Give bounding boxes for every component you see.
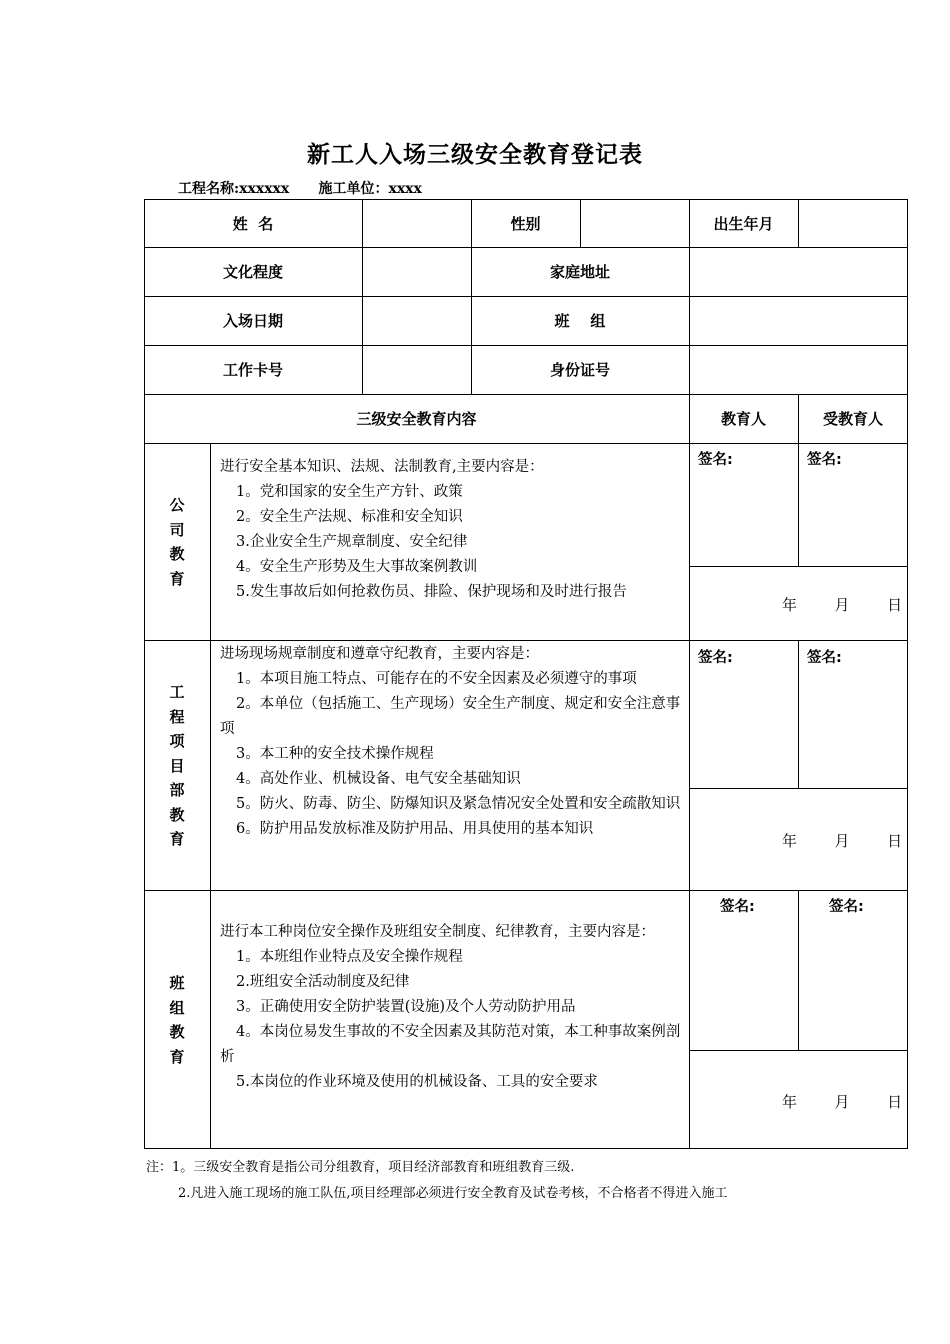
content-title: 三级安全教育内容 <box>356 410 477 428</box>
educator-signature-2[interactable]: 签名: <box>698 650 733 666</box>
content-line: 2.班组安全活动制度及纪律 <box>236 974 410 990</box>
birth-value[interactable] <box>798 199 908 247</box>
educator-label: 教育人 <box>720 410 766 428</box>
team-education-label: 班 组 教 育 <box>169 974 185 1066</box>
content-line: 1。党和国家的安全生产方针、政策 <box>236 484 463 500</box>
content-line: 进行本工种岗位安全操作及班组安全制度、纪律教育，主要内容是： <box>220 924 655 940</box>
sign-date-3[interactable]: 年 月 日 <box>782 1093 903 1111</box>
team-value[interactable] <box>689 296 908 345</box>
card-no-label: 工作卡号 <box>222 361 283 379</box>
sign-date-1[interactable]: 年 月 日 <box>782 596 903 614</box>
content-line: 4。高处作业、机械设备、电气安全基础知识 <box>236 771 521 787</box>
sign-date-2[interactable]: 年 月 日 <box>782 832 903 850</box>
note-1: 注：1。三级安全教育是指公司分组教育，项目经济部教育和班组教育三级. <box>146 1160 575 1175</box>
team-education-content <box>220 920 682 1095</box>
project-education-content <box>220 642 682 842</box>
team-label: 班 组 <box>554 312 606 330</box>
content-line: 进场现场规章制度和遵章守纪教育，主要内容是： <box>220 646 539 662</box>
educator-signature-1[interactable]: 签名: <box>698 452 733 468</box>
education-value[interactable] <box>362 247 471 296</box>
address-value[interactable] <box>689 247 908 296</box>
education-label: 文化程度 <box>222 263 283 281</box>
name-value[interactable] <box>362 199 471 247</box>
content-line: 5.发生事故后如何抢救伤员、排险、保护现场和及时进行报告 <box>236 584 627 600</box>
content-line: 2。本单位（包括施工、生产现场）安全生产制度、规定和安全注意事项 <box>220 696 681 737</box>
gender-value[interactable] <box>580 199 689 247</box>
content-line: 4。本岗位易发生事故的不安全因素及其防范对策，本工种事故案例剖析 <box>220 1024 681 1065</box>
id-no-value[interactable] <box>689 345 908 394</box>
content-line: 进行安全基本知识、法规、法制教育,主要内容是： <box>220 459 544 475</box>
project-info-line: 工程名称:xxxxxx 施工单位：xxxx <box>178 181 422 197</box>
address-label: 家庭地址 <box>549 263 610 281</box>
content-line: 3.企业安全生产规章制度、安全纪律 <box>236 534 468 550</box>
educator-signature-3[interactable]: 签名: <box>720 899 755 915</box>
company-education-label: 公 司 教 育 <box>169 496 185 588</box>
content-line: 1。本班组作业特点及安全操作规程 <box>236 949 463 965</box>
page-title: 新工人入场三级安全教育登记表 <box>307 142 643 168</box>
content-line: 2。安全生产法规、标准和安全知识 <box>236 509 463 525</box>
trainee-signature-2[interactable]: 签名: <box>807 650 842 666</box>
content-line: 4。安全生产形势及生大事故案例教训 <box>236 559 478 575</box>
gender-label: 性别 <box>510 214 541 233</box>
trainee-signature-3[interactable]: 签名: <box>829 899 864 915</box>
trainee-signature-1[interactable]: 签名: <box>807 452 842 468</box>
entry-date-label: 入场日期 <box>222 312 283 330</box>
company-education-content <box>220 455 682 605</box>
registration-table <box>144 199 908 1149</box>
trainee-label: 受教育人 <box>822 410 883 428</box>
note-2: 2.凡进入施工现场的施工队伍,项目经理部必须进行安全教育及试卷考核，不合格者不得进入施工 <box>178 1186 728 1201</box>
content-line: 3。本工种的安全技术操作规程 <box>236 746 434 762</box>
name-label: 姓 名 <box>232 214 274 233</box>
id-no-label: 身份证号 <box>549 361 610 379</box>
content-line: 1。本项目施工特点、可能存在的不安全因素及必须遵守的事项 <box>236 671 637 687</box>
content-line: 3。正确使用安全防护装置(设施)及个人劳动防护用品 <box>236 999 576 1015</box>
card-no-value[interactable] <box>362 345 471 394</box>
content-line: 6。防护用品发放标准及防护用品、用具使用的基本知识 <box>236 821 594 837</box>
content-line: 5。防火、防毒、防尘、防爆知识及紧急情况安全处置和安全疏散知识 <box>236 796 681 812</box>
project-education-label: 工 程 项 目 部 教 育 <box>169 683 185 848</box>
birth-label: 出生年月 <box>713 214 774 233</box>
content-line: 5.本岗位的作业环境及使用的机械设备、工具的安全要求 <box>236 1074 598 1090</box>
entry-date-value[interactable] <box>362 296 471 345</box>
